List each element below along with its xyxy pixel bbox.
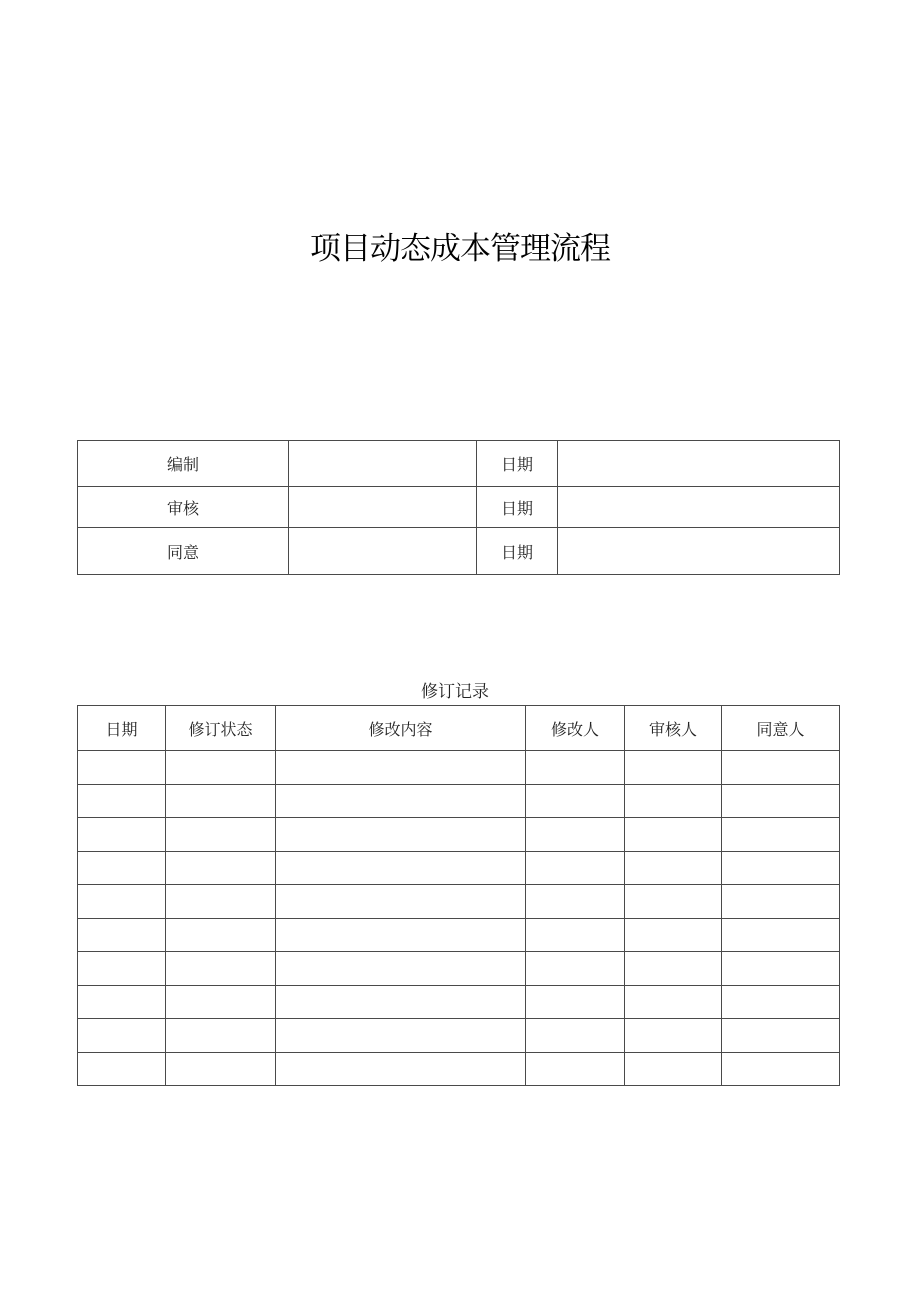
column-header-change-content: 修改内容 bbox=[276, 706, 526, 751]
change-content-cell[interactable] bbox=[276, 751, 526, 785]
change-content-cell[interactable] bbox=[276, 784, 526, 818]
revision-status-cell[interactable] bbox=[166, 952, 276, 986]
reviewer-cell[interactable] bbox=[625, 918, 722, 952]
revision-table bbox=[77, 705, 840, 1086]
reviewer-cell[interactable] bbox=[625, 885, 722, 919]
reviewer-cell[interactable] bbox=[625, 952, 722, 986]
modifier-cell[interactable] bbox=[526, 885, 625, 919]
modifier-cell[interactable] bbox=[526, 784, 625, 818]
date-cell[interactable] bbox=[78, 1019, 166, 1053]
revision-status-cell[interactable] bbox=[166, 985, 276, 1019]
modifier-cell[interactable] bbox=[526, 851, 625, 885]
revision-status-cell[interactable] bbox=[166, 751, 276, 785]
reviewer-cell[interactable] bbox=[625, 1019, 722, 1053]
approval-date-cell[interactable] bbox=[558, 528, 840, 575]
table-row bbox=[78, 751, 840, 785]
approval-value-cell[interactable] bbox=[289, 487, 477, 528]
reviewer-cell[interactable] bbox=[625, 751, 722, 785]
approval-row-review bbox=[78, 487, 840, 528]
modifier-cell[interactable] bbox=[526, 818, 625, 852]
date-cell[interactable] bbox=[78, 985, 166, 1019]
change-content-cell[interactable] bbox=[276, 952, 526, 986]
approver-cell[interactable] bbox=[722, 784, 840, 818]
change-content-cell[interactable] bbox=[276, 885, 526, 919]
reviewer-cell[interactable] bbox=[625, 784, 722, 818]
modifier-cell[interactable] bbox=[526, 952, 625, 986]
approval-date-label: 日期 bbox=[477, 528, 558, 575]
table-row bbox=[78, 918, 840, 952]
approver-cell[interactable] bbox=[722, 1052, 840, 1086]
table-row bbox=[78, 784, 840, 818]
modifier-cell[interactable] bbox=[526, 918, 625, 952]
change-content-cell[interactable] bbox=[276, 1019, 526, 1053]
column-header-date: 日期 bbox=[78, 706, 166, 751]
modifier-cell[interactable] bbox=[526, 985, 625, 1019]
date-cell[interactable] bbox=[78, 918, 166, 952]
revision-status-cell[interactable] bbox=[166, 851, 276, 885]
revision-status-cell[interactable] bbox=[166, 1052, 276, 1086]
approver-cell[interactable] bbox=[722, 918, 840, 952]
approval-table bbox=[77, 440, 840, 575]
column-header-modifier: 修改人 bbox=[526, 706, 625, 751]
table-row bbox=[78, 818, 840, 852]
revision-status-cell[interactable] bbox=[166, 918, 276, 952]
approval-date-label: 日期 bbox=[477, 487, 558, 528]
approver-cell[interactable] bbox=[722, 818, 840, 852]
revision-status-cell[interactable] bbox=[166, 818, 276, 852]
approval-date-cell[interactable] bbox=[558, 487, 840, 528]
date-cell[interactable] bbox=[78, 1052, 166, 1086]
date-cell[interactable] bbox=[78, 751, 166, 785]
change-content-cell[interactable] bbox=[276, 851, 526, 885]
approver-cell[interactable] bbox=[722, 952, 840, 986]
column-header-approver: 同意人 bbox=[722, 706, 840, 751]
approval-label: 同意 bbox=[78, 528, 289, 575]
revision-header-row bbox=[78, 706, 840, 751]
approver-cell[interactable] bbox=[722, 1019, 840, 1053]
modifier-cell[interactable] bbox=[526, 751, 625, 785]
change-content-cell[interactable] bbox=[276, 918, 526, 952]
page-title: 项目动态成本管理流程 bbox=[310, 231, 610, 267]
approval-value-cell[interactable] bbox=[289, 441, 477, 487]
date-cell[interactable] bbox=[78, 885, 166, 919]
modifier-cell[interactable] bbox=[526, 1052, 625, 1086]
table-row bbox=[78, 985, 840, 1019]
column-header-revision-status: 修订状态 bbox=[166, 706, 276, 751]
approver-cell[interactable] bbox=[722, 751, 840, 785]
table-row bbox=[78, 851, 840, 885]
table-row bbox=[78, 1019, 840, 1053]
table-row bbox=[78, 1052, 840, 1086]
approval-label: 编制 bbox=[78, 441, 289, 487]
revision-table-body bbox=[78, 751, 840, 1086]
table-row bbox=[78, 952, 840, 986]
change-content-cell[interactable] bbox=[276, 985, 526, 1019]
revision-status-cell[interactable] bbox=[166, 885, 276, 919]
revision-caption: 修订记录 bbox=[421, 682, 489, 702]
revision-status-cell[interactable] bbox=[166, 1019, 276, 1053]
approval-row-approve bbox=[78, 528, 840, 575]
date-cell[interactable] bbox=[78, 818, 166, 852]
date-cell[interactable] bbox=[78, 952, 166, 986]
reviewer-cell[interactable] bbox=[625, 851, 722, 885]
revision-status-cell[interactable] bbox=[166, 784, 276, 818]
table-row bbox=[78, 885, 840, 919]
approval-value-cell[interactable] bbox=[289, 528, 477, 575]
approval-date-label: 日期 bbox=[477, 441, 558, 487]
change-content-cell[interactable] bbox=[276, 1052, 526, 1086]
reviewer-cell[interactable] bbox=[625, 985, 722, 1019]
approval-row-compile bbox=[78, 441, 840, 487]
reviewer-cell[interactable] bbox=[625, 1052, 722, 1086]
approval-label: 审核 bbox=[78, 487, 289, 528]
reviewer-cell[interactable] bbox=[625, 818, 722, 852]
approver-cell[interactable] bbox=[722, 985, 840, 1019]
approver-cell[interactable] bbox=[722, 851, 840, 885]
date-cell[interactable] bbox=[78, 784, 166, 818]
approver-cell[interactable] bbox=[722, 885, 840, 919]
approval-date-cell[interactable] bbox=[558, 441, 840, 487]
change-content-cell[interactable] bbox=[276, 818, 526, 852]
date-cell[interactable] bbox=[78, 851, 166, 885]
modifier-cell[interactable] bbox=[526, 1019, 625, 1053]
column-header-reviewer: 审核人 bbox=[625, 706, 722, 751]
